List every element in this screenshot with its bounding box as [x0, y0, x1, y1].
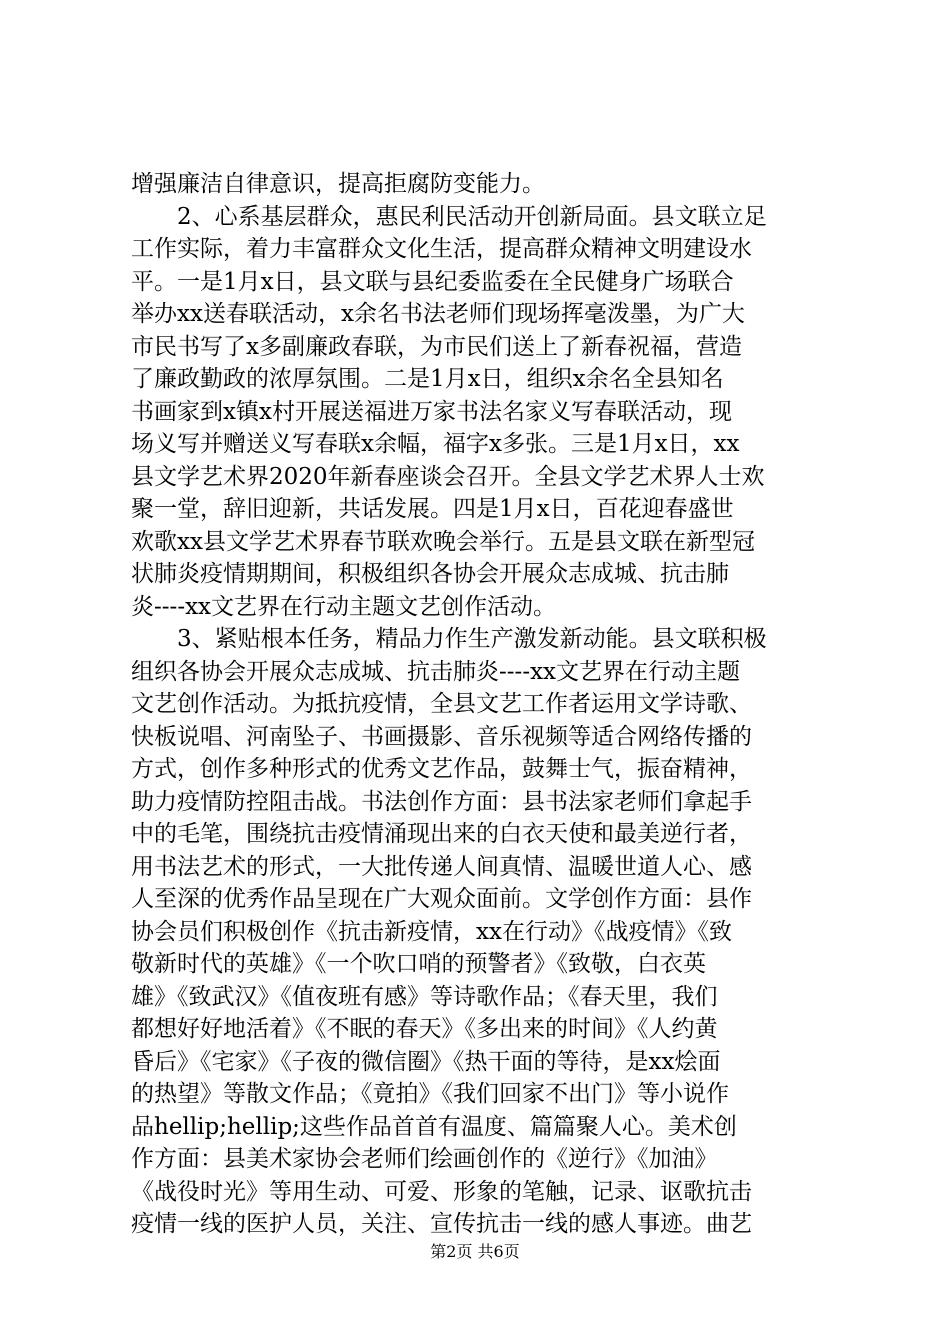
text-line: 欢歌xx县文学艺术界春节联欢晚会举行。五是县文联在新型冠	[131, 528, 755, 555]
text-line: 书画家到x镇x村开展送福进万家书法名家义写春联活动，现	[131, 398, 732, 425]
text-line: 作方面：县美术家协会老师们绘画创作的《逆行》《加油》	[131, 1146, 718, 1172]
text-line: 中的毛笔，围绕抗击疫情涌现出来的白衣天使和最美逆行者，	[131, 821, 752, 847]
text-line: 昏后》《宅家》《子夜的微信圈》《热干面的等待，是xx烩面	[131, 1048, 721, 1075]
text-line: 用书法艺术的形式，一大批传递人间真情、温暖世道人心、感	[131, 853, 752, 880]
text-line: 快板说唱、河南坠子、书画摄影、音乐视频等适合网络传播的	[131, 723, 752, 750]
text-line: 市民书写了x多副廉政春联，为市民们送上了新春祝福，营造	[131, 333, 742, 360]
text-line: 雄》《致武汉》《值夜班有感》等诗歌作品；《春天里，我们	[131, 983, 718, 1010]
text-line: 聚一堂，辞旧迎新，共话发展。四是1月x日，百花迎春盛世	[131, 496, 734, 522]
text-line: 组织各协会开展众志成城、抗击肺炎----xx文艺界在行动主题	[131, 658, 741, 685]
page-footer: 第2页 共6页	[430, 1242, 520, 1261]
text-line: 疫情一线的医护人员，关注、宣传抗击一线的感人事迹。曲艺	[131, 1211, 752, 1237]
paragraph-start-line: 3、紧贴根本任务，精品力作生产激发新动能。县文联积极	[177, 626, 767, 652]
text-line: 场义写并赠送义写春联x余幅，福字x多张。三是1月x日，xx	[131, 431, 740, 457]
text-line: 炎----xx文艺界在行动主题文艺创作活动。	[131, 593, 557, 620]
text-line: 工作实际，着力丰富群众文化生活，提高群众精神文明建设水	[131, 236, 752, 262]
text-line: 举办xx送春联活动，x余名书法老师们现场挥毫泼墨，为广大	[131, 301, 745, 327]
text-line: 平。一是1月x日，县文联与县纪委监委在全民健身广场联合	[131, 268, 734, 295]
text-line: 品hellip;hellip;这些作品首首有温度、篇篇聚人心。美术创	[131, 1113, 737, 1140]
text-line: 协会员们积极创作《抗击新疫情，xx在行动》《战疫情》《致	[131, 918, 732, 945]
text-line: 敬新时代的英雄》《一个吹口哨的预警者》《致敬，白衣英	[131, 951, 706, 977]
text-line: 助力疫情防控阻击战。书法创作方面：县书法家老师们拿起手	[131, 788, 752, 815]
text-line: 文艺创作活动。为抵抗疫情，全县文艺工作者运用文学诗歌、	[131, 691, 752, 717]
text-line: 状肺炎疫情期期间，积极组织各协会开展众志成城、抗击肺	[131, 561, 729, 587]
text-line: 人至深的优秀作品呈现在广大观众面前。文学创作方面：县作	[131, 886, 752, 912]
document-body	[131, 168, 831, 1241]
text-line: 县文学艺术界2020年新春座谈会召开。全县文学艺术界人士欢	[131, 463, 765, 490]
paragraph-start-line: 2、心系基层群众，惠民利民活动开创新局面。县文联立足	[177, 203, 767, 230]
text-line: 的热望》等散文作品；《竟拍》《我们回家不出门》等小说作	[131, 1081, 729, 1107]
text-line: 《战役时光》等用生动、可爱、形象的笔触，记录、讴歌抗击	[131, 1178, 752, 1205]
text-line: 了廉政勤政的浓厚氛围。二是1月x日，组织x余名全县知名	[131, 366, 724, 392]
text-line: 增强廉洁自律意识，提高拒腐防变能力。	[131, 171, 545, 197]
text-line: 方式，创作多种形式的优秀文艺作品，鼓舞士气，振奋精神，	[131, 756, 752, 782]
text-line: 都想好好地活着》《不眠的春天》《多出来的时间》《人约黄	[131, 1016, 718, 1042]
